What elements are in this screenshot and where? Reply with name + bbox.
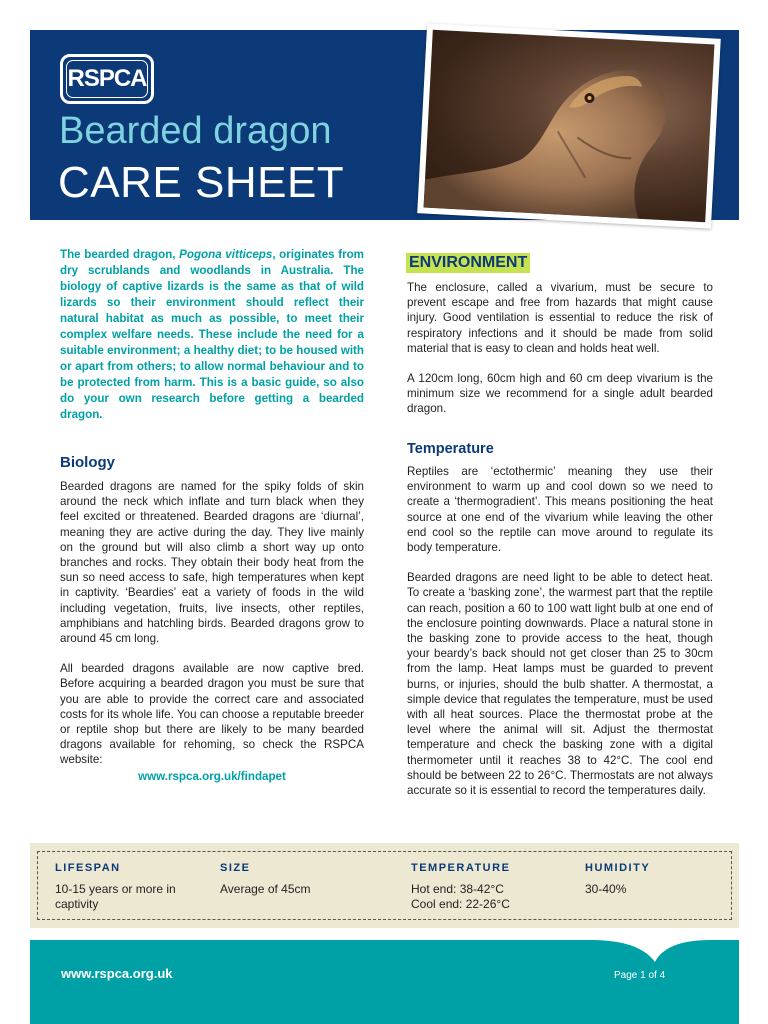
temperature-hot-end: Hot end: 38-42°C bbox=[411, 882, 504, 896]
title-care-sheet: CARE SHEET bbox=[58, 158, 345, 207]
size-label: SIZE bbox=[220, 862, 251, 874]
environment-heading: ENVIRONMENT bbox=[406, 253, 530, 273]
humidity-label: HUMIDITY bbox=[585, 862, 651, 874]
temperature-value bbox=[411, 882, 571, 912]
lifespan-label: LIFESPAN bbox=[55, 862, 121, 874]
findapet-link[interactable]: www.rspca.org.uk/findapet bbox=[138, 769, 286, 783]
intro-text-2: , originates from dry scrublands and woodlands in Australia. The biology of captive lizards is the same as that of wild lizards so their environment should reflect their natural habitat as much as possible, to meet their complex welfare needs. These include the need for a suitable environment; a healthy diet; to be housed with or apart from others; to allow normal behaviour and to be protected from harm. This is a basic guide, so also do your own research before getting a bearded dragon. bbox=[60, 248, 364, 421]
page-number: Page 1 of 4 bbox=[614, 970, 666, 981]
bearded-dragon-illustration bbox=[424, 30, 715, 223]
species-name: Pogona vitticeps bbox=[179, 248, 273, 261]
quick-facts-box bbox=[30, 843, 739, 928]
humidity-value: 30-40% bbox=[585, 882, 627, 896]
rspca-logo bbox=[60, 54, 154, 104]
biology-paragraph-1: Bearded dragons are named for the spiky folds of skin around the neck which inflate and turn black when they feel excited or threatened. Bearded dragons are ‘diurnal’, meaning they are active during the day. They live mainly on the ground but will also climb a short way up onto branches and rocks. They obtain their body heat from the sun so need access to safe, high temperatures when kept in captivity. ‘Beardies’ eat a variety of foods in the wild including vegetation, fruits, live insects, other reptiles, amphibians and hatchling birds. Bearded dragons grow to around 45 cm long. bbox=[60, 480, 364, 646]
biology-paragraph-2: All bearded dragons available are now captive bred. Before acquiring a bearded dragon you must be sure that you are able to provide the correct care and associated costs for its whole life. You can choose a reputable breeder or reptile shop but there are likely to be many bearded dragons available for rehoming, so check the RSPCA website: bbox=[60, 662, 364, 767]
intro-text-1: The bearded dragon, bbox=[60, 248, 180, 261]
title-bearded-dragon: Bearded dragon bbox=[59, 110, 332, 152]
environment-paragraph-2: A 120cm long, 60cm high and 60 cm deep vivarium is the minimum size we recommend for a single adult bearded dragon. bbox=[407, 372, 713, 416]
bearded-dragon-photo bbox=[424, 30, 715, 223]
footer-band bbox=[30, 940, 739, 1024]
temperature-heading: Temperature bbox=[407, 441, 494, 457]
environment-section bbox=[407, 280, 713, 417]
temperature-cool-end: Cool end: 22-26°C bbox=[411, 897, 510, 911]
logo-text: RSPCA bbox=[67, 65, 147, 92]
size-value: Average of 45cm bbox=[220, 882, 311, 896]
temperature-section bbox=[407, 464, 713, 798]
biology-heading: Biology bbox=[60, 454, 115, 471]
biology-section bbox=[60, 479, 364, 784]
bearded-dragon-photo-frame bbox=[417, 23, 721, 228]
temperature-label: TEMPERATURE bbox=[411, 862, 511, 874]
intro-paragraph bbox=[60, 247, 364, 423]
environment-paragraph-1: The enclosure, called a vivarium, must be secure to prevent escape and free from hazards that might cause injury. Good ventilation is essential to reduce the risk of respiratory infections and it should be made from solid material that is easy to clean and holds heat well. bbox=[407, 281, 713, 355]
footer-website-link[interactable]: www.rspca.org.uk bbox=[61, 966, 173, 981]
lifespan-value: 10-15 years or more in captivity bbox=[55, 882, 176, 911]
temperature-paragraph-1: Reptiles are ‘ectothermic’ meaning they use their environment to warm up and cool down so we need to create a ‘thermogradient’. This means positioning the heat source at one end of the vivarium while leaving the other end cool so the reptile can move around to regulate its body temperature. bbox=[407, 465, 713, 555]
temperature-paragraph-2: Bearded dragons are need light to be able to detect heat. To create a ‘basking zone’, the warmest part that the reptile can reach, position a 60 to 100 watt light bulb at one end of the enclosure pointing downwards. Place a natural stone in the basking zone to provide access to the heat, though your beardy’s back should not get closer than 25 to 30cm from the lamp. Heat lamps must be guarded to prevent burns, or injuries, should the bulb shatter. A thermostat, a simple device that regulates the temperature, must be used with all heat sources. Place the thermostat probe at the level where the animal will sit. Adjust the thermostat temperature and check the basking zone with a digital thermometer until it reaches 38 to 42°C. The cool end should be between 22 to 26°C. Thermostats are not always accurate so it is essential to record the temperatures daily. bbox=[407, 571, 713, 798]
